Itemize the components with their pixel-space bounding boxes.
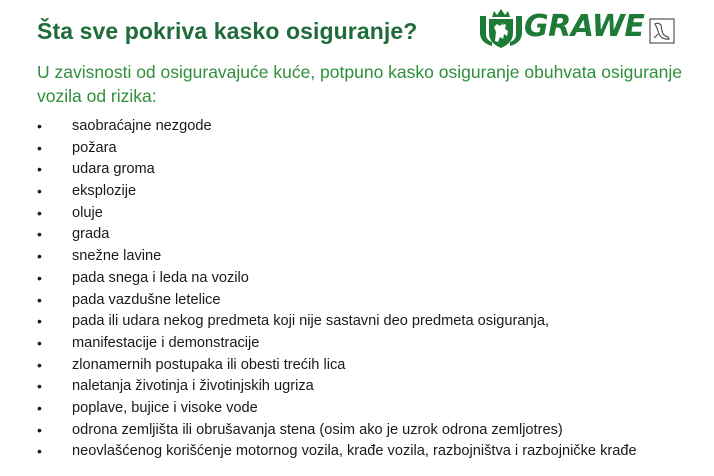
bullet: • [37,183,42,200]
bullet: • [37,269,42,286]
risk-item-text: pada vazdušne letelice [72,291,221,308]
risk-item-text: grada [72,226,110,243]
risk-item-text: zlonamernih postupaka ili obesti trećih lica [72,356,346,373]
page-title: Šta sve pokriva kasko osiguranje? [37,18,418,44]
risk-item-text: požara [72,139,117,156]
bullet: • [37,334,42,351]
bullet: • [37,226,42,243]
bullet: • [37,161,42,178]
bullet: • [37,139,42,156]
risk-item-text: eksplozije [72,183,137,200]
bullet: • [37,399,42,416]
grawe-logo [478,8,678,50]
page-subtitle: U zavisnosti od osiguravajuće kuće, potpuno kasko osiguranje obuhvata osiguranje vozila od rizika: [37,62,682,106]
grawe-crest-box-icon [649,18,675,44]
risk-item-text: udara groma [72,161,155,178]
risk-item-text: pada ili udara nekog predmeta koji nije sastavni deo predmeta osiguranja, [72,313,550,330]
bullet: • [37,443,42,460]
bullet: • [37,356,42,373]
risk-item-text: odrona zemljišta ili obrušavanja stena (osim ako je uzrok odrona zemljotres) [72,421,563,438]
bullet: • [37,291,42,308]
bullet: • [37,421,42,438]
risk-item-text: naletanja životinja i životinjskih ugriza [72,378,314,395]
risk-item-text: oluje [72,204,103,221]
bullet: • [37,378,42,395]
bullet: • [37,248,42,265]
grawe-shield-emblem-icon [478,8,524,50]
bullet: • [37,313,42,330]
risk-item-text: saobraćajne nezgode [72,118,212,134]
risk-item-text: neovlašćenog korišćenje motornog vozila, krađe vozila, razbojništva i razbojničke krađe [72,443,637,460]
grawe-logo-text: GRAWE [524,9,645,44]
risk-item-text: snežne lavine [72,248,162,265]
risk-item-text: pada snega i leda na vozilo [72,269,249,286]
risk-item-text: manifestacije i demonstracije [72,334,260,351]
bullet: • [37,204,42,221]
risk-item-text: poplave, bujice i visoke vode [72,399,258,416]
bullet: • [37,118,42,134]
